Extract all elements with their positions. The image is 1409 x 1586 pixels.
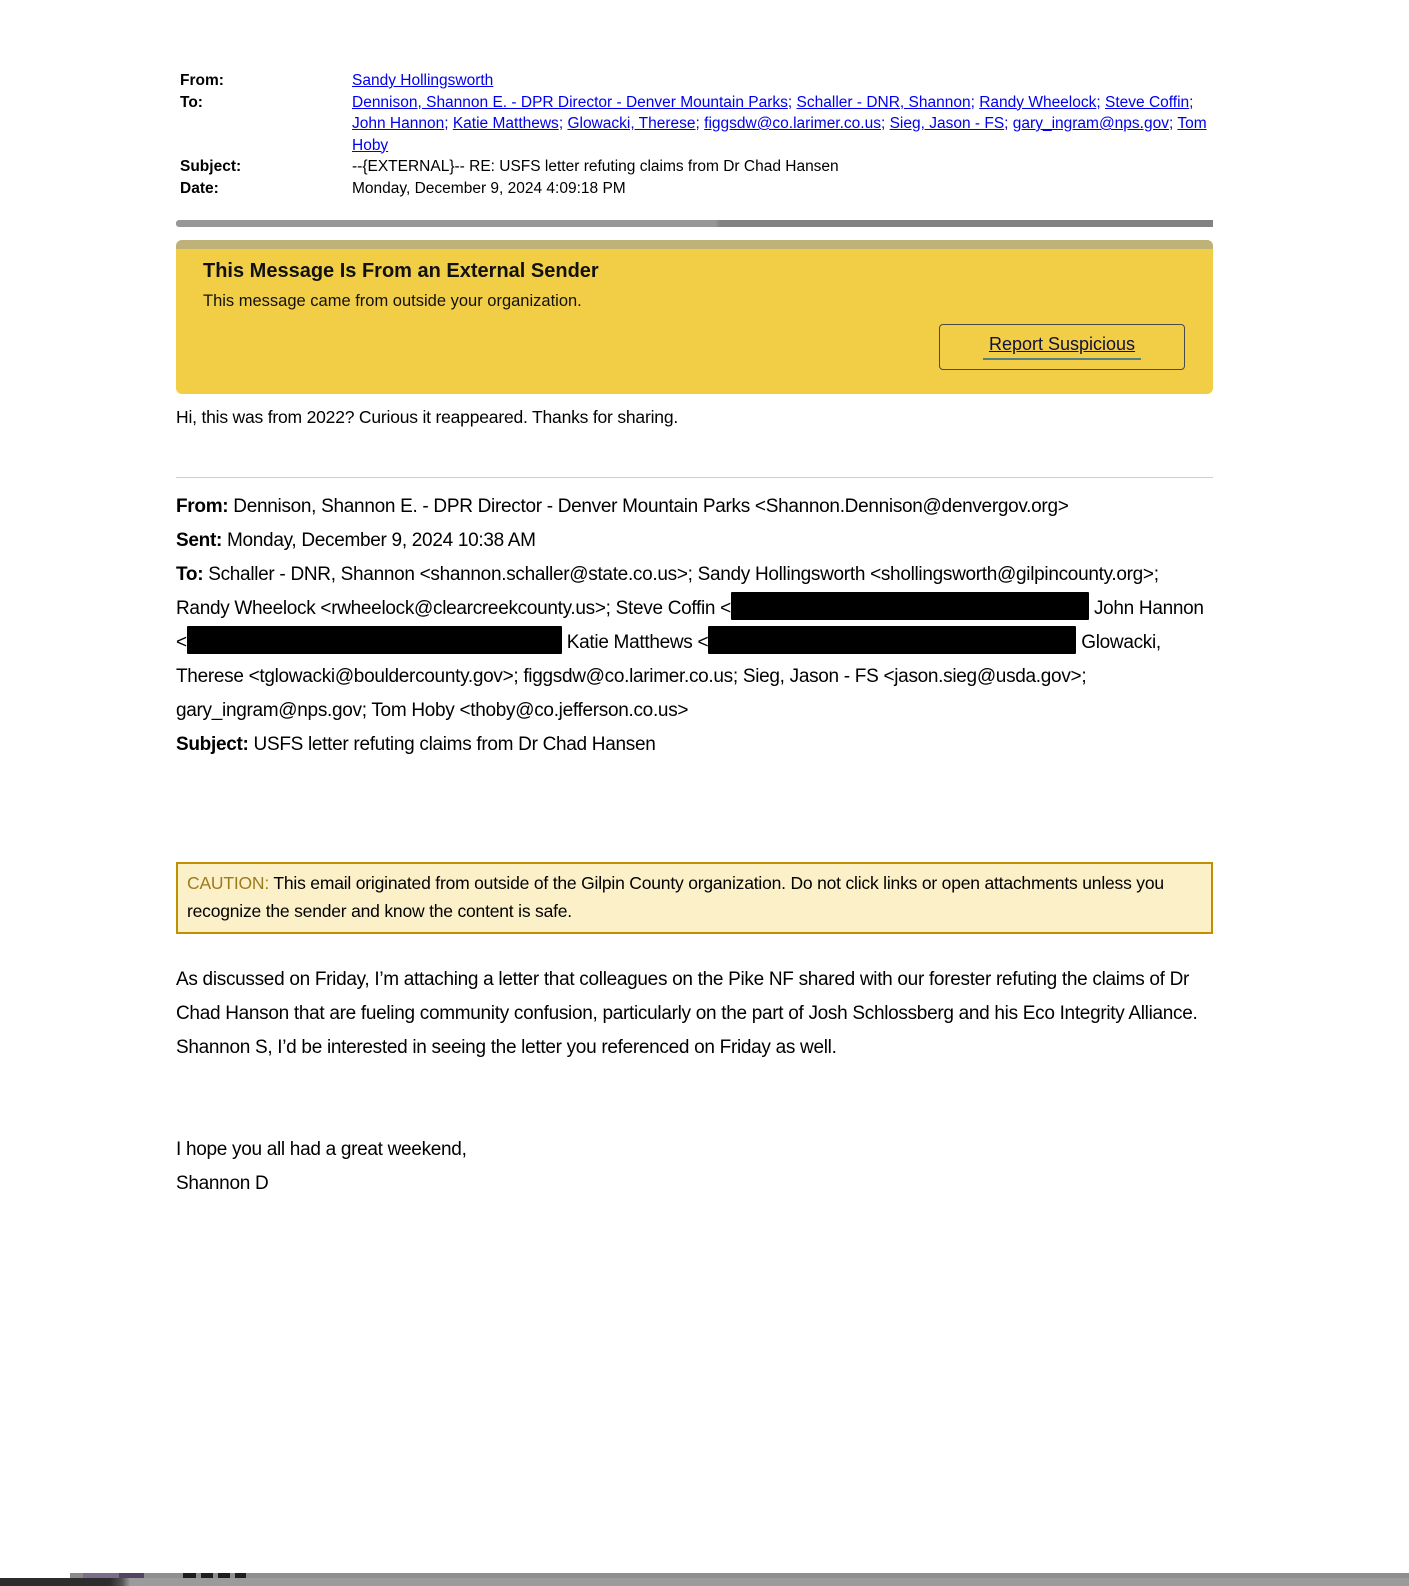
quoted-from-line xyxy=(176,490,1213,524)
text-segment: USFS letter refuting claims from Dr Chad Hansen xyxy=(248,734,656,755)
link-separator: ; xyxy=(444,115,453,132)
caution-label: CAUTION: xyxy=(187,873,270,893)
link-separator: ; xyxy=(558,115,568,132)
recipient-link[interactable]: Schaller - DNR, Shannon xyxy=(796,93,971,111)
text-segment: Glowacki, Therese <tglowacki@bouldercounty.gov>; figgsdw@co.larimer.co.us; Sieg, Jason - FS <jason.sieg@usda.gov>; gary_ingram@nps.gov; Tom Hoby <thoby@co.jefferson.co.us> xyxy=(176,632,1161,721)
recipient-link[interactable]: Katie Matthews xyxy=(452,115,559,132)
text-segment: John Hannon < xyxy=(176,598,1204,653)
email-header xyxy=(180,70,1213,199)
link-separator: ; xyxy=(970,93,980,111)
to-value xyxy=(352,92,1213,157)
quoted-subject-line xyxy=(176,728,1213,762)
link-separator: ; xyxy=(1096,93,1105,111)
quoted-sent-line xyxy=(176,524,1213,558)
link-separator: ; xyxy=(787,93,797,111)
caution-warning-box xyxy=(176,862,1213,934)
page-break-strip xyxy=(0,1573,1409,1586)
text-segment: Monday, December 9, 2024 10:38 AM xyxy=(222,530,536,551)
report-suspicious-button[interactable] xyxy=(939,324,1185,370)
subject-value: --{EXTERNAL}-- RE: USFS letter refuting claims from Dr Chad Hansen xyxy=(352,158,839,175)
page-break-bottom-row xyxy=(0,1578,1409,1586)
recipient-link[interactable]: Randy Wheelock xyxy=(979,93,1097,111)
closing-line: I hope you all had a great weekend, xyxy=(176,1139,467,1160)
banner-title: This Message Is From an External Sender xyxy=(203,260,599,282)
date-label: Date: xyxy=(180,179,219,197)
link-separator: ; xyxy=(1168,115,1178,132)
field-label: From: xyxy=(176,496,229,517)
recipient-link[interactable]: Tom Hoby xyxy=(352,115,1207,154)
field-label: Sent: xyxy=(176,530,223,551)
signature-name: Shannon D xyxy=(176,1173,269,1194)
external-sender-banner xyxy=(176,240,1213,394)
quoted-body-paragraph: As discussed on Friday, I’m attaching a letter that colleagues on the Pike NF shared with our forester refuting the claims of Dr Chad Hanson that are fueling community confusion, particularly on the part of Josh Schlossberg and his Eco Integrity Alliance. Shannon S, I’d be interested in seeing the letter you referenced on Friday as well. xyxy=(176,969,1198,1058)
recipient-link[interactable]: Sieg, Jason - FS xyxy=(889,115,1005,132)
date-value: Monday, December 9, 2024 4:09:18 PM xyxy=(352,179,626,197)
quoted-to-line xyxy=(176,558,1213,728)
redaction-box xyxy=(708,626,1076,654)
report-suspicious-label: Report Suspicious xyxy=(983,334,1141,360)
redaction-box xyxy=(187,626,562,654)
from-value xyxy=(352,70,1213,92)
banner-subtitle: This message came from outside your organization. xyxy=(203,292,582,310)
text-segment: Schaller - DNR, Shannon <shannon.schaller@state.co.us>; Sandy Hollingsworth <shollingsworth@gilpincounty.org>; Randy Wheelock <rwheelock@clearcreekcounty.us>; Steve Coffin < xyxy=(176,564,1159,619)
reply-body-text: Hi, this was from 2022? Curious it reappeared. Thanks for sharing. xyxy=(176,407,679,427)
recipient-link[interactable]: figgsdw@co.larimer.co.us xyxy=(704,115,881,132)
link-separator: ; xyxy=(880,115,890,132)
quoted-email-header xyxy=(176,490,1213,762)
quoted-message-divider xyxy=(176,477,1213,478)
subject-label: Subject: xyxy=(180,158,242,175)
header-divider-bar xyxy=(176,220,1213,227)
text-segment: This email originated from outside of the Gilpin County organization. Do not click links or open attachments unless you recognize the sender and know the content is safe. xyxy=(187,873,1164,921)
text-segment: Katie Matthews < xyxy=(561,632,709,653)
closing-block xyxy=(176,1133,1216,1201)
redaction-box xyxy=(731,592,1089,620)
field-label: Subject: xyxy=(176,734,249,755)
recipient-link[interactable]: Glowacki, Therese xyxy=(567,115,696,132)
field-label: To: xyxy=(176,564,204,585)
recipient-link[interactable]: John Hannon xyxy=(352,115,445,132)
text-segment: Dennison, Shannon E. - DPR Director - Denver Mountain Parks <Shannon.Dennison@denvergov.org> xyxy=(228,496,1069,517)
to-label: To: xyxy=(180,93,203,111)
recipient-link[interactable]: gary_ingram@nps.gov xyxy=(1012,115,1169,132)
link-separator: ; xyxy=(1004,115,1013,132)
banner-top-strip xyxy=(176,240,1213,249)
link-separator: ; xyxy=(695,115,705,132)
recipient-link[interactable]: Dennison, Shannon E. - DPR Director - Denver Mountain Parks xyxy=(352,93,788,111)
link-separator: ; xyxy=(1189,93,1194,111)
recipient-link[interactable]: Sandy Hollingsworth xyxy=(352,72,494,89)
recipient-link[interactable]: Steve Coffin xyxy=(1105,93,1190,111)
from-label: From: xyxy=(180,72,224,89)
